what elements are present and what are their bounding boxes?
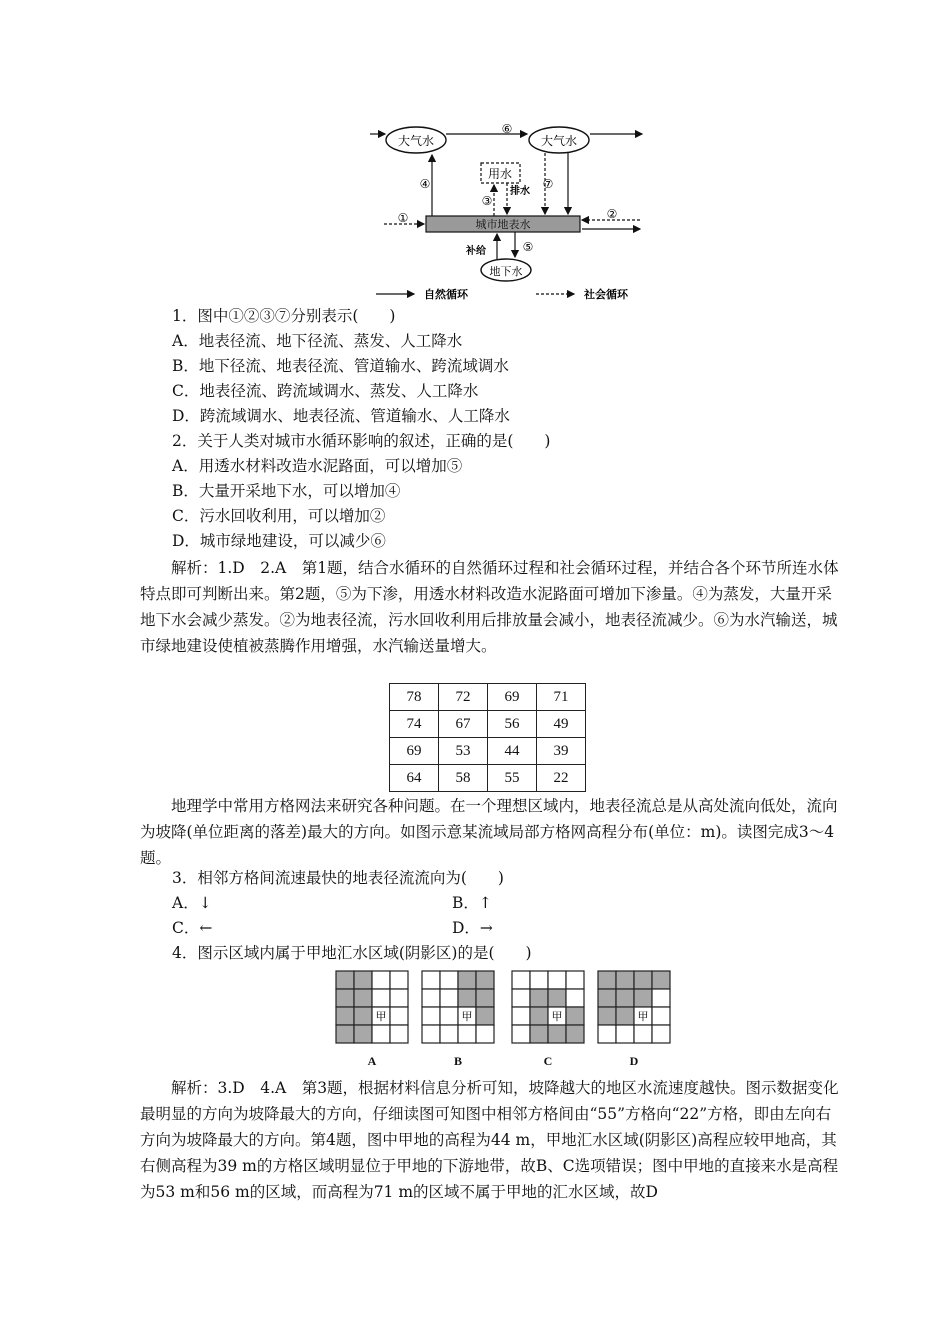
grid-cell [512,1025,530,1043]
table-cell: 58 [439,765,488,792]
recharge-label: 补给 [466,246,486,257]
drain-label: 排水 [510,186,530,197]
shaded-cell [548,989,566,1007]
question-3-stem: 3．相邻方格间流速最快的地表径流流向为( ) [172,869,504,887]
table-cell: 39 [537,738,586,765]
shaded-cell [354,1025,372,1043]
table-row [390,738,586,765]
shaded-cell [476,989,494,1007]
label-7: ⑦ [542,177,554,191]
shaded-cell [634,989,652,1007]
jia-marker: 甲 [375,1010,387,1023]
shaded-cell [458,989,476,1007]
material-intro: 地理学中常用方格网法来研究各种问题。在一个理想区域内，地表径流总是从高处流向低处，流向为坡降(单位距离的落差)最大的方向。如图示意某流域局部方格网高程分布(单位：m)。读图完成3～4题。 [140,797,838,867]
label-2: ② [606,207,618,221]
grid-cell [652,1007,670,1025]
question-2-option-c: C．污水回收利用，可以增加② [172,507,386,525]
shaded-cell [336,971,354,989]
shaded-cell [336,1025,354,1043]
question-2-stem: 2．关于人类对城市水循环影响的叙述，正确的是( ) [172,432,551,450]
shaded-cell [598,971,616,989]
groundwater-label: 地下水 [489,265,523,278]
table-cell: 71 [537,684,586,711]
grid-cell [390,989,408,1007]
grid-cell [422,1007,440,1025]
shaded-cell [652,971,670,989]
option-b-label: B [453,1054,462,1068]
shaded-cell [476,971,494,989]
label-5: ⑤ [522,240,534,254]
grid-cell [390,1025,408,1043]
question-2-option-a: A．用透水材料改造水泥路面，可以增加⑤ [172,457,463,475]
grid-cell [440,1025,458,1043]
grid-cell [634,1025,652,1043]
table-cell: 53 [439,738,488,765]
question-2-option-b: B．大量开采地下水，可以增加④ [172,482,401,500]
table-row [390,684,586,711]
grid-cell [440,989,458,1007]
jia-marker: 甲 [461,1010,473,1023]
shaded-cell [530,1007,548,1025]
shaded-cell [566,1025,584,1043]
table-cell: 72 [439,684,488,711]
grid-cell [598,1025,616,1043]
shaded-cell [530,1025,548,1043]
shaded-cell [354,989,372,1007]
table-cell: 56 [488,711,537,738]
shaded-cell [548,1025,566,1043]
question-3-option-d: D．→ [452,919,493,937]
grid-cell [372,1025,390,1043]
table-cell: 22 [537,765,586,792]
question-3-option-b: B．↑ [452,894,492,912]
grid-cell [652,989,670,1007]
grid-cell [372,989,390,1007]
grid-cell [422,1025,440,1043]
option-c-grid [510,969,586,1045]
table-cell: 64 [390,765,439,792]
question-3-option-a: A．↓ [172,894,212,912]
question-4-stem: 4．图示区域内属于甲地汇水区域(阴影区)的是( ) [172,944,532,962]
table-cell: 44 [488,738,537,765]
label-1: ① [397,211,409,225]
water-use-label: 用水 [487,167,513,181]
grid-cell [512,989,530,1007]
option-a-label: A [367,1054,377,1068]
shaded-cell [354,971,372,989]
shaded-cell [598,989,616,1007]
table-row [390,765,586,792]
grid-cell [422,971,440,989]
grid-cell [566,989,584,1007]
grid-cell [616,1025,634,1043]
table-cell: 55 [488,765,537,792]
label-4: ④ [419,177,431,191]
grid-cell [372,971,390,989]
label-3: ③ [481,194,493,208]
jia-marker: 甲 [637,1010,649,1023]
shaded-cell [616,971,634,989]
atmosphere-right-label: 大气水 [540,134,578,148]
jia-marker: 甲 [551,1010,563,1023]
question-1-option-c: C．地表径流、跨流域调水、蒸发、人工降水 [172,382,479,400]
legend-social: 社会循环 [584,288,628,301]
question-3-option-c: C．← [172,919,213,937]
grid-cell [458,1025,476,1043]
grid-cell [512,971,530,989]
shaded-cell [336,1007,354,1025]
urban-surface-water-label: 城市地表水 [475,218,531,231]
grid-cell [440,1007,458,1025]
shaded-cell [634,971,652,989]
grid-cell [548,971,566,989]
shaded-cell [458,971,476,989]
option-d-grid [596,969,672,1045]
option-b-grid [420,969,496,1045]
table-row [390,711,586,738]
grid-cell [440,971,458,989]
grid-cell [390,971,408,989]
label-6: ⑥ [501,122,513,136]
shaded-cell [616,989,634,1007]
table-cell: 78 [390,684,439,711]
urban-water-cycle-diagram [370,122,650,304]
shaded-cell [354,1007,372,1025]
shaded-cell [530,989,548,1007]
question-2-option-d: D．城市绿地建设，可以减少⑥ [172,532,386,550]
option-d-label: D [629,1054,639,1068]
question-1-option-d: D．跨流域调水、地表径流、管道输水、人工降水 [172,407,510,425]
grid-cell [422,989,440,1007]
grid-cell [566,971,584,989]
table-cell: 74 [390,711,439,738]
question-1-stem: 1．图中①②③⑦分别表示( ) [172,307,396,325]
question-1-option-a: A．地表径流、地下径流、蒸发、人工降水 [172,332,463,350]
table-cell: 69 [390,738,439,765]
shaded-cell [598,1007,616,1025]
grid-cell [390,1007,408,1025]
grid-cell [512,1007,530,1025]
legend-natural: 自然循环 [424,288,468,301]
option-c-label: C [543,1054,553,1068]
table-cell: 67 [439,711,488,738]
table-cell: 49 [537,711,586,738]
grid-cell [476,1025,494,1043]
table-cell: 69 [488,684,537,711]
shaded-cell [566,1007,584,1025]
question-1-option-b: B．地下径流、地表径流、管道输水、跨流域调水 [172,357,509,375]
atmosphere-left-label: 大气水 [397,134,435,148]
elevation-grid-table [389,683,586,792]
grid-cell [652,1025,670,1043]
analysis-1: 解析：1.D 2.A 第1题，结合水循环的自然循环过程和社会循环过程，并结合各个环节所连水体特点即可判断出来。第2题，⑤为下渗，用透水材料改造水泥路面可增加下渗量。④为蒸发，大量开采地下水会减少蒸发。②为地表径流，污水回收利用后排放量会减小，地表径流减少。⑥为水汽输送，城市绿地建设使植被蒸腾作用增强，水汽输送量增大。 [140,559,839,655]
shaded-cell [616,1007,634,1025]
shaded-cell [476,1007,494,1025]
grid-cell [530,971,548,989]
option-a-grid [334,969,410,1045]
analysis-2: 解析：3.D 4.A 第3题，根据材料信息分析可知，坡降越大的地区水流速度越快。图示数据变化最明显的方向为坡降最大的方向，仔细读图可知图中相邻方格间由“55”方格向“22”方格，即由左向右方向为坡降最大的方向。第4题，图中甲地的高程为44 m，甲地汇水区域(阴影区)高程应较甲地高，其右侧高程为39 m的方格区域明显位于甲地的下游地带，故B、C选项错误；图中甲地的直接来水是高程为53 m和56 m的区域，而高程为71 m的区域不属于甲地的汇水区域，故D [140,1079,839,1201]
shaded-cell [336,989,354,1007]
